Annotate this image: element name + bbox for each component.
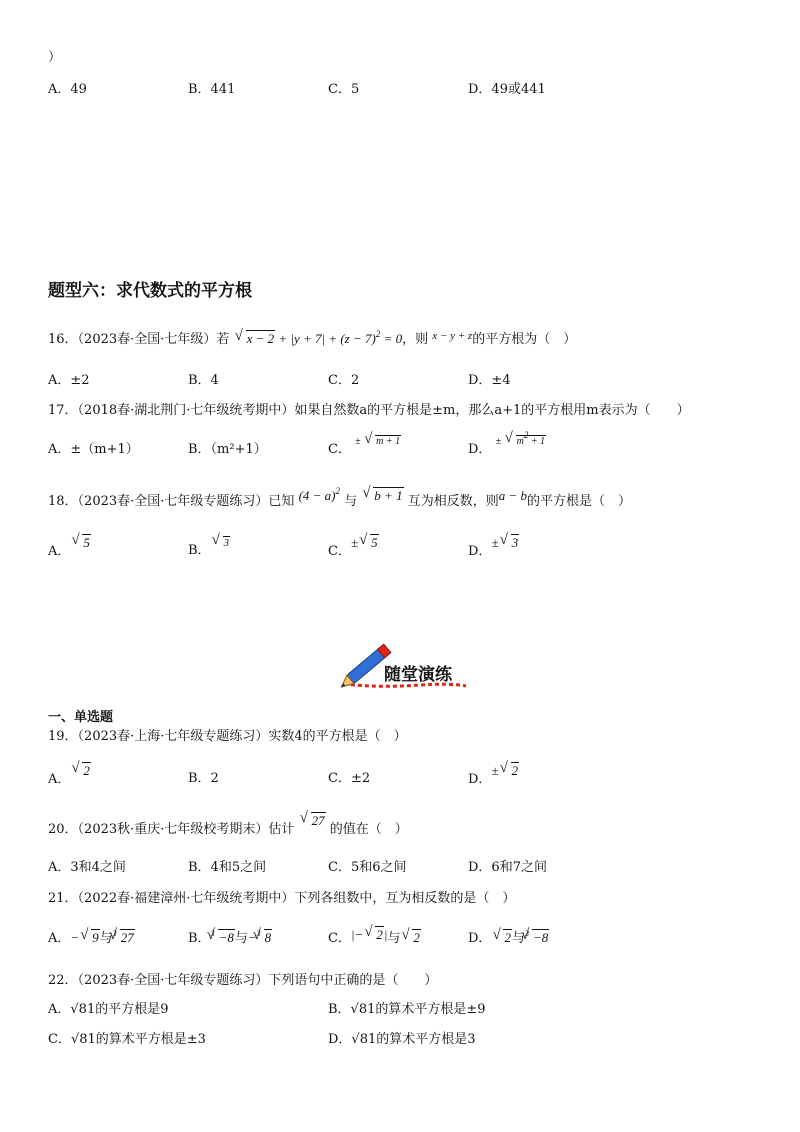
q15-option-c: C．5 <box>328 82 360 97</box>
q20-pre: 估计 <box>268 822 295 837</box>
q17-stem <box>48 402 690 420</box>
q18-option-c-math: ±√ 5 <box>351 535 379 550</box>
q19-option-c: C．±2 <box>328 771 371 786</box>
q19-option-d-label: D． <box>468 772 492 787</box>
badge-title: 随堂演练 <box>384 665 452 685</box>
q17-option-a: A．±（m+1） <box>48 442 139 457</box>
q19-option-a <box>48 763 91 789</box>
q16-mid: ，则 <box>402 332 429 347</box>
q18-option-b <box>188 537 230 560</box>
q20-stem <box>48 813 408 839</box>
q16-option-b: B．4 <box>188 373 219 388</box>
q18-option-d <box>468 535 519 561</box>
q17-number: 17． <box>48 403 78 418</box>
q16-stem <box>48 330 576 349</box>
q18-expr: a − b <box>498 488 528 503</box>
q19-option-a-label: A． <box>48 772 71 787</box>
q18-option-d-math: ±√ 3 <box>491 535 519 550</box>
q17-option-d <box>468 430 546 460</box>
subsection-title: 一、单选题 <box>48 710 114 725</box>
q21-option-d <box>468 929 549 949</box>
q16-number: 16． <box>48 332 78 347</box>
q18-option-c-label: C． <box>328 544 351 559</box>
q22-source: （2023春·全国·七年级专题练习） <box>77 973 269 988</box>
q16-pre: 若 <box>216 332 230 347</box>
q19-option-d <box>468 763 519 789</box>
q18-option-c <box>328 535 379 561</box>
q21-option-c-label: C． <box>328 931 351 946</box>
q18-source: （2023春·全国·七年级专题练习） <box>77 494 269 509</box>
q21-option-a <box>48 929 135 949</box>
q17-source: （2018春·湖北荆门·七年级统考期中） <box>77 403 295 418</box>
q19-option-a-math: √ 2 <box>70 763 91 778</box>
q20-option-d: D．6和7之间 <box>468 860 547 875</box>
q19-option-b: B．2 <box>188 771 219 786</box>
q19-stem <box>48 728 407 746</box>
q21-text: 下列各组数中，互为相反数的是（ ） <box>294 891 516 906</box>
q22-option-b: B．√81的算术平方根是±9 <box>328 1002 486 1017</box>
q21-option-b-math2: −$^3$√ 8 <box>248 930 272 945</box>
q22-text: 下列语句中正确的是（ ） <box>268 973 438 988</box>
q16-option-d: D．±4 <box>468 373 511 388</box>
q17-option-c-math: ± √ m + 1 <box>355 436 401 447</box>
section-title: 题型六：求代数式的平方根 <box>48 281 252 301</box>
q17-option-d-math: ± √ m2 + 1 <box>496 436 546 447</box>
q21-option-d-label: D． <box>468 931 492 946</box>
q17-text: 如果自然数a的平方根是±m，那么a+1的平方根用m表示为（ ） <box>294 403 690 418</box>
q16-option-c: C．2 <box>328 373 360 388</box>
q15-option-d: D．49或441 <box>468 82 546 97</box>
q15-option-b: B．441 <box>188 82 236 97</box>
q18-mid: 与 <box>344 494 358 509</box>
q21-option-b-conj: 与 <box>234 931 248 946</box>
q18-formula-a: $(4 - a)^2$ <box>298 486 340 503</box>
q16-option-a: A．±2 <box>48 373 90 388</box>
q18-pre: 已知 <box>268 494 295 509</box>
q22-option-c: C．√81的算术平方根是±3 <box>48 1032 206 1047</box>
paren-tail: ） <box>48 50 62 65</box>
q19-number: 19． <box>48 729 78 744</box>
q17-option-c-label: C． <box>328 442 351 457</box>
q21-option-c <box>328 929 421 948</box>
q15-option-a: A．49 <box>48 82 87 97</box>
q19-option-d-math: ±√ 2 <box>491 763 519 778</box>
q18-option-a-math: √ 5 <box>70 535 91 550</box>
q18-option-b-label: B． <box>188 543 211 558</box>
q21-option-d-math2: $^3$√ −8 <box>525 930 549 945</box>
q20-option-a: A．3和4之间 <box>48 860 126 875</box>
q19-source: （2023春·上海·七年级专题练习） <box>77 729 269 744</box>
q18-number: 18． <box>48 494 78 509</box>
q18-option-a <box>48 535 91 561</box>
q18-option-b-math: √ $^3$ <box>211 537 231 549</box>
q18-option-d-label: D． <box>468 544 492 559</box>
q22-number: 22． <box>48 973 78 988</box>
q21-option-c-math: |−√ 2| <box>351 927 387 942</box>
q21-stem <box>48 890 515 908</box>
q21-number: 21． <box>48 891 78 906</box>
q22-stem <box>48 972 437 990</box>
q21-option-a-conj: 与 <box>99 931 113 946</box>
q21-option-d-math: √ 2 <box>491 930 512 945</box>
q19-text: 实数4的平方根是（ ） <box>268 729 407 744</box>
q20-number: 20． <box>48 822 78 837</box>
q22-option-a: A．√81的平方根是9 <box>48 1002 169 1017</box>
q18-stem <box>48 486 632 511</box>
q20-option-b: B．4和5之间 <box>188 860 267 875</box>
q21-option-b-math: $^3$√ −8 <box>211 930 235 945</box>
q18-formula-b: √ b + 1 <box>361 488 403 503</box>
q17-option-d-label: D． <box>468 442 492 457</box>
q18-mid2: 互为相反数，则 <box>407 494 499 509</box>
q21-option-c-conj: 与 <box>387 931 401 946</box>
q21-option-d-conj: 与 <box>511 931 525 946</box>
q16-formula: √ $x - 2 + |y + 7| + (z - 7)^2 = 0$ <box>234 331 403 346</box>
q20-source: （2023秋·重庆·七年级校考期末） <box>77 822 269 837</box>
q21-source: （2022春·福建漳州·七年级统考期中） <box>77 891 295 906</box>
q21-option-a-label: A． <box>48 931 71 946</box>
q21-option-b-label: B． <box>188 931 211 946</box>
q20-option-c: C．5和6之间 <box>328 860 407 875</box>
q17-option-b: B．（m²+1） <box>188 442 267 457</box>
q21-option-b <box>188 929 272 949</box>
q16-source: （2023春·全国·七年级） <box>77 332 217 347</box>
q22-option-d: D．√81的算术平方根是3 <box>328 1032 476 1047</box>
q21-option-a-math: −√ 9 <box>70 930 99 945</box>
q20-formula: √ 27 <box>299 813 326 828</box>
q17-option-c <box>328 436 401 460</box>
q21-option-a-math2: $^3$√ 27 <box>113 930 135 945</box>
q20-post: 的值在（ ） <box>329 822 408 837</box>
q18-post: 的平方根是（ ） <box>527 494 632 509</box>
q21-option-c-math2: √ 2 <box>400 930 421 945</box>
q16-post: 的平方根为（ ） <box>472 332 577 347</box>
q16-expr: x − y + z <box>432 330 473 342</box>
q18-option-a-label: A． <box>48 544 71 559</box>
